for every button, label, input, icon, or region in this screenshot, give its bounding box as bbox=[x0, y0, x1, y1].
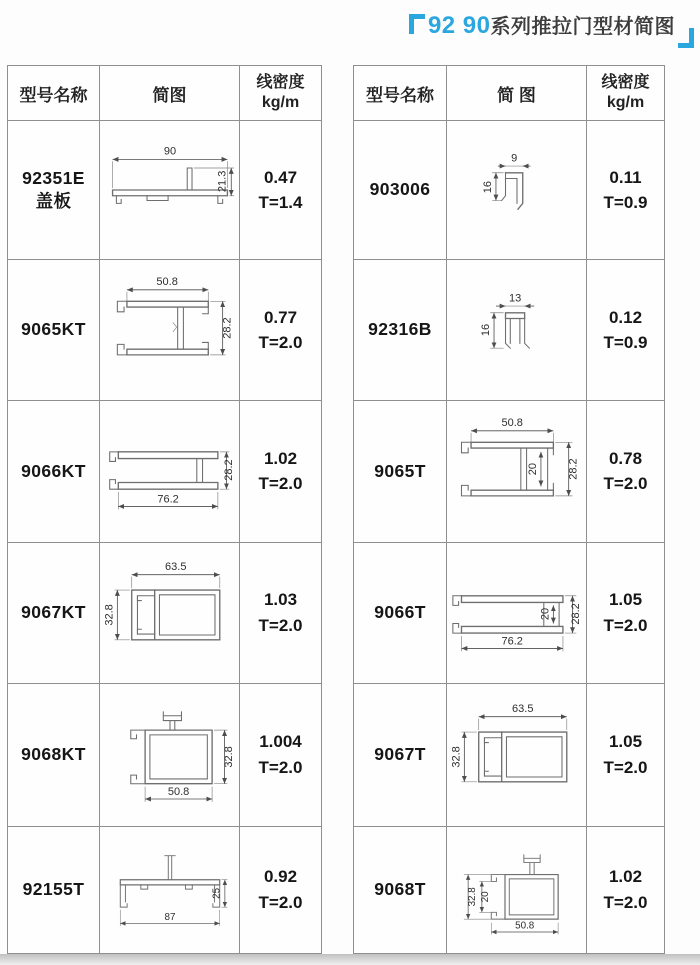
profile-outline bbox=[117, 302, 208, 356]
diagram-cell bbox=[447, 683, 587, 826]
model-cell: 9065KT bbox=[8, 260, 100, 401]
model-cell: 92155T bbox=[8, 826, 100, 953]
profile-outline bbox=[478, 732, 566, 782]
dimension-label: 50.8 bbox=[514, 920, 534, 932]
spec-row bbox=[354, 683, 665, 826]
spec-row bbox=[8, 683, 322, 826]
spec-row bbox=[354, 826, 665, 953]
dimension-label: 50.8 bbox=[167, 785, 189, 798]
profile-diagram bbox=[448, 263, 586, 397]
title-bracket-open-icon bbox=[409, 14, 425, 34]
dimension-label: 28.2 bbox=[220, 317, 233, 340]
density-cell: 1.05 T=2.0 bbox=[587, 542, 665, 683]
profile-outline bbox=[131, 590, 219, 640]
profile-diagram bbox=[448, 404, 586, 538]
dimension-label: 16 bbox=[479, 324, 492, 337]
density-cell: 0.78 T=2.0 bbox=[587, 401, 665, 542]
model-cell: 9067T bbox=[354, 683, 447, 826]
profile-diagram bbox=[101, 263, 239, 397]
header-density: 线密度 kg/m bbox=[587, 66, 665, 121]
spec-row bbox=[8, 401, 322, 542]
model-cell: 9068T bbox=[354, 826, 447, 953]
dimension-label: 21.3 bbox=[216, 170, 229, 193]
header-model: 型号名称 bbox=[8, 66, 100, 121]
header-diagram: 简图 bbox=[100, 66, 240, 121]
dimension-label: 50.8 bbox=[155, 276, 178, 289]
profile-diagram bbox=[101, 404, 239, 538]
model-cell: 9066T bbox=[354, 542, 447, 683]
title-bracket-close-icon bbox=[678, 28, 694, 48]
profile-diagram bbox=[448, 830, 586, 950]
model-cell: 9066KT bbox=[8, 401, 100, 542]
title-series: 92 90 bbox=[427, 12, 491, 39]
density-cell: 0.77 T=2.0 bbox=[240, 260, 322, 401]
model-cell: 903006 bbox=[354, 121, 447, 260]
dimension-label: 20 bbox=[526, 463, 539, 476]
diagram-cell bbox=[447, 826, 587, 953]
dimension-label: 28.2 bbox=[566, 458, 579, 481]
spec-row bbox=[8, 260, 322, 401]
density-cell: 1.03 T=2.0 bbox=[240, 542, 322, 683]
dimension-label: 25 bbox=[211, 887, 223, 899]
profile-outline bbox=[109, 452, 217, 489]
spec-row bbox=[354, 260, 665, 401]
dimension-label: 28.2 bbox=[222, 459, 235, 482]
model-cell: 9067KT bbox=[8, 542, 100, 683]
profile-diagram bbox=[101, 688, 239, 822]
diagram-cell bbox=[447, 401, 587, 542]
diagram-cell bbox=[100, 401, 240, 542]
density-cell: 0.47 T=1.4 bbox=[240, 121, 322, 260]
spec-row bbox=[354, 542, 665, 683]
diagram-cell bbox=[100, 826, 240, 953]
page-bottom-edge-shadow bbox=[0, 954, 700, 965]
dimension-label: 13 bbox=[508, 292, 521, 305]
dimension-label: 63.5 bbox=[511, 702, 533, 715]
density-cell: 1.02 T=2.0 bbox=[240, 401, 322, 542]
spec-row bbox=[354, 401, 665, 542]
diagram-cell bbox=[447, 121, 587, 260]
diagram-cell bbox=[100, 260, 240, 401]
profile-diagram bbox=[448, 546, 586, 680]
right-spec-table bbox=[353, 65, 665, 954]
left-spec-table bbox=[7, 65, 322, 954]
spec-row bbox=[8, 121, 322, 260]
model-cell: 9068KT bbox=[8, 683, 100, 826]
model-cell: 92351E 盖板 bbox=[8, 121, 100, 260]
density-cell: 0.12 T=0.9 bbox=[587, 260, 665, 401]
diagram-cell bbox=[447, 542, 587, 683]
dimension-label: 76.2 bbox=[156, 494, 179, 507]
density-cell: 0.92 T=2.0 bbox=[240, 826, 322, 953]
diagram-cell bbox=[100, 121, 240, 260]
header-diagram: 简 图 bbox=[447, 66, 587, 121]
page-title bbox=[409, 13, 694, 39]
dimension-label: 90 bbox=[163, 145, 176, 158]
dimension-label: 50.8 bbox=[501, 417, 523, 430]
dimension-label: 9 bbox=[510, 152, 517, 165]
spec-row bbox=[354, 121, 665, 260]
profile-diagram bbox=[101, 546, 239, 680]
dimension-label: 28.2 bbox=[569, 602, 582, 625]
profile-diagram bbox=[448, 688, 586, 822]
profile-outline bbox=[491, 855, 558, 919]
diagram-cell bbox=[100, 542, 240, 683]
profile-diagram bbox=[101, 830, 239, 950]
header-density: 线密度 kg/m bbox=[240, 66, 322, 121]
header-row bbox=[8, 66, 322, 121]
spec-row bbox=[8, 542, 322, 683]
dimension-label: 16 bbox=[481, 181, 494, 194]
density-cell: 1.05 T=2.0 bbox=[587, 683, 665, 826]
profile-outline bbox=[501, 173, 522, 209]
model-cell: 92316B bbox=[354, 260, 447, 401]
dimension-label: 20 bbox=[479, 891, 491, 903]
dimension-label: 32.8 bbox=[222, 745, 235, 768]
dimension-label: 76.2 bbox=[501, 635, 523, 648]
profile-outline bbox=[120, 856, 219, 907]
dimension-label: 32.8 bbox=[103, 603, 116, 626]
dimension-label: 32.8 bbox=[466, 887, 478, 907]
dimension-label: 87 bbox=[164, 911, 175, 923]
density-cell: 1.004 T=2.0 bbox=[240, 683, 322, 826]
dimension-label: 63.5 bbox=[164, 560, 186, 573]
dimension-label: 32.8 bbox=[450, 745, 463, 768]
spec-row bbox=[8, 826, 322, 953]
title-text: 系列推拉门型材简图 bbox=[490, 16, 675, 38]
diagram-cell bbox=[447, 260, 587, 401]
density-cell: 0.11 T=0.9 bbox=[587, 121, 665, 260]
diagram-cell bbox=[100, 683, 240, 826]
profile-outline bbox=[112, 168, 227, 203]
profile-diagram bbox=[101, 123, 239, 257]
profile-outline bbox=[505, 313, 529, 348]
profile-diagram bbox=[448, 123, 586, 257]
model-cell: 9065T bbox=[354, 401, 447, 542]
dimension-label: 20 bbox=[539, 607, 552, 620]
profile-outline bbox=[461, 443, 553, 497]
header-row bbox=[354, 66, 665, 121]
profile-outline bbox=[130, 712, 211, 784]
density-cell: 1.02 T=2.0 bbox=[587, 826, 665, 953]
header-model: 型号名称 bbox=[354, 66, 447, 121]
